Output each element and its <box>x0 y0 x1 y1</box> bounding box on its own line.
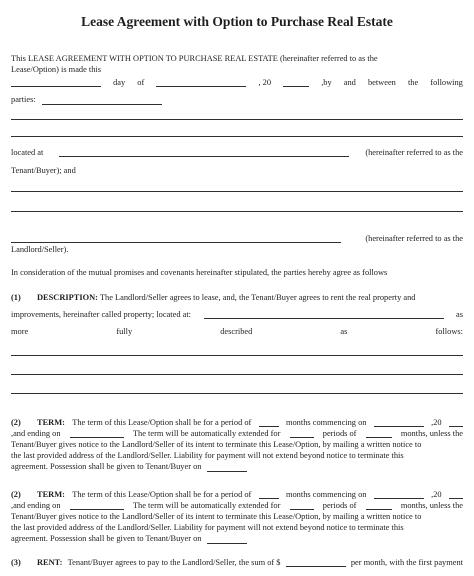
term2-possession-blank[interactable] <box>207 535 247 544</box>
landlord-hereinafter-line: (hereinafter referred to as the <box>11 234 463 244</box>
description-line-3: more fully described as follows: <box>11 327 463 336</box>
landlord-address-blank[interactable] <box>11 234 341 243</box>
term1-line-2: ,and ending on The term will be automatically extended for periods of months, unless the <box>11 429 463 438</box>
rent-line-1: (3) RENT: Tenant/Buyer agrees to pay to the Landlord/Seller, the sum of $ per month, with the first payment <box>11 558 463 567</box>
term2-year-blank[interactable] <box>449 490 463 499</box>
term1-line-3: Tenant/Buyer gives notice to the Landlord/Seller of its intent to terminate this Lease/Option, by mailing a written notice to <box>11 440 422 449</box>
term1-possession-blank[interactable] <box>207 463 247 472</box>
tenant-label-line: Tenant/Buyer); and <box>11 166 76 175</box>
term1-end-blank[interactable] <box>70 429 124 438</box>
description-line-2: improvements, hereinafter called property; located at: as <box>11 310 463 319</box>
term1-line-5: agreement. Possession shall be given to Tenant/Buyer on <box>11 462 463 472</box>
term2-line-2: ,and ending on The term will be automatically extended for periods of months, unless the <box>11 501 463 510</box>
term1-line-4: the last provided address of the Landlord/Seller. Liability for payment will not extend beyond notice to terminate this <box>11 451 404 460</box>
term2-line-3: Tenant/Buyer gives notice to the Landlord/Seller of its intent to terminate this Lease/Option, by mailing a written notice to <box>11 512 422 521</box>
term2-period-months-blank[interactable] <box>366 501 392 510</box>
date-month-blank[interactable] <box>156 78 246 87</box>
parties-blank[interactable] <box>42 96 162 105</box>
intro-line-3: day of , 20 ,by and between the following <box>11 78 463 88</box>
rent-amount-blank[interactable] <box>286 558 346 567</box>
term1-extensions-blank[interactable] <box>290 429 314 438</box>
intro-line-4: parties: <box>11 95 463 105</box>
consideration-line: In consideration of the mutual promises and covenants hereinafter stipulated, the parties hereby agree as follows <box>11 268 388 277</box>
term1-period-months-blank[interactable] <box>366 429 392 438</box>
landlord-name-line[interactable] <box>11 191 463 192</box>
term2-extensions-blank[interactable] <box>290 501 314 510</box>
property-description-line-3[interactable] <box>11 393 463 394</box>
landlord-label-line: Landlord/Seller). <box>11 245 69 254</box>
description-line-1: (1) DESCRIPTION: The Landlord/Seller agrees to lease, and, the Tenant/Buyer agrees to rent the real property and <box>11 293 416 302</box>
term1-months-blank[interactable] <box>259 418 279 427</box>
intro-line-1: This LEASE AGREEMENT WITH OPTION TO PURCHASE REAL ESTATE (hereinafter referred to as the <box>11 54 378 63</box>
term2-end-blank[interactable] <box>70 501 124 510</box>
tenant-located-line: located at (hereinafter referred to as the <box>11 148 463 157</box>
property-description-line-1[interactable] <box>11 355 463 356</box>
term2-line-1: (2) TERM: The term of this Lease/Option shall be for a period of months commencing on ,20 <box>11 490 463 500</box>
term2-line-5: agreement. Possession shall be given to Tenant/Buyer on <box>11 534 463 544</box>
term2-line-4: the last provided address of the Landlord/Seller. Liability for payment will not extend beyond notice to terminate this <box>11 523 404 532</box>
term1-year-blank[interactable] <box>449 418 463 427</box>
property-description-line-2[interactable] <box>11 374 463 375</box>
term1-commence-blank[interactable] <box>374 418 424 427</box>
intro-line-2: Lease/Option) is made this <box>11 65 102 74</box>
term1-line-1: (2) TERM: The term of this Lease/Option shall be for a period of months commencing on ,20 <box>11 418 463 428</box>
document-title: Lease Agreement with Option to Purchase Real Estate <box>81 14 393 29</box>
date-year-blank[interactable] <box>283 78 309 87</box>
property-location-blank[interactable] <box>204 310 444 319</box>
landlord-name-line-2[interactable] <box>11 211 463 212</box>
date-day-blank[interactable] <box>11 78 101 87</box>
tenant-name-line-2[interactable] <box>11 136 463 137</box>
tenant-name-line[interactable] <box>11 119 463 120</box>
term2-commence-blank[interactable] <box>374 490 424 499</box>
tenant-address-blank[interactable] <box>59 148 349 157</box>
term2-months-blank[interactable] <box>259 490 279 499</box>
